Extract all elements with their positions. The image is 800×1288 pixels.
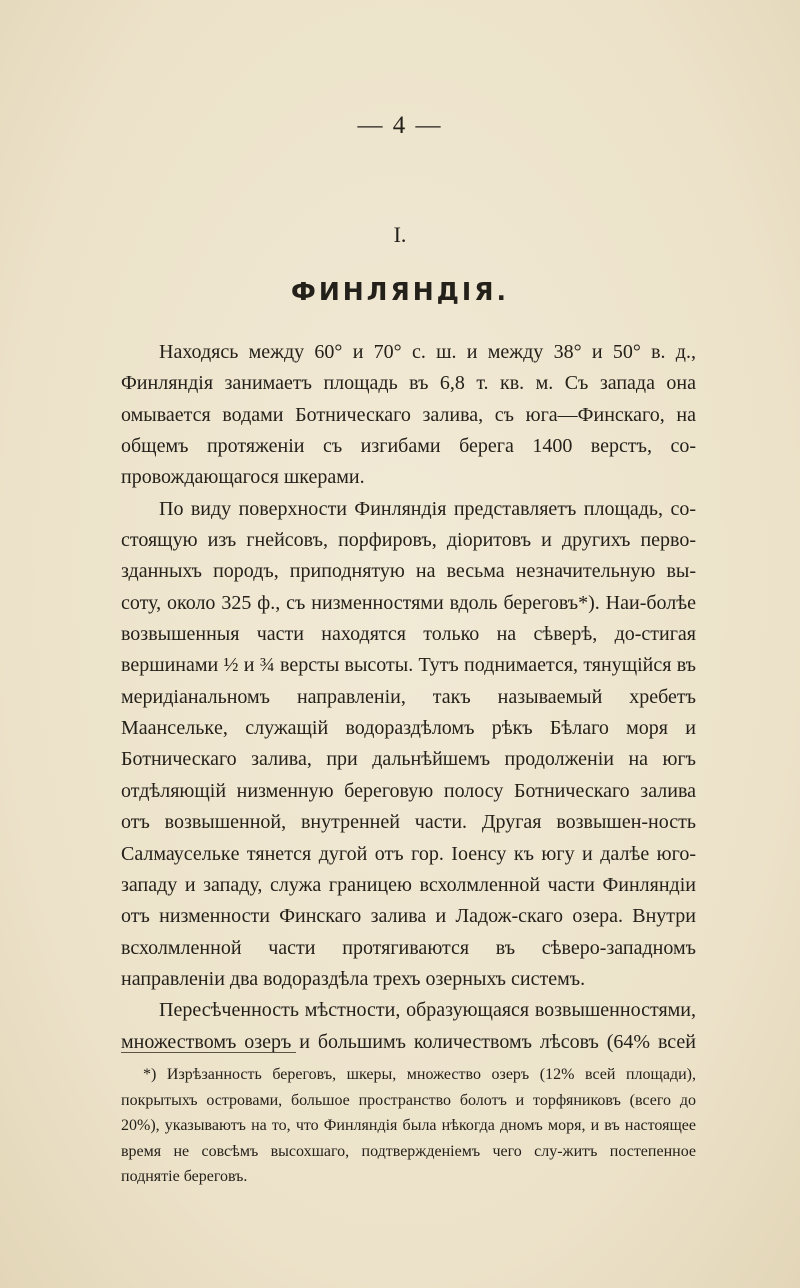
body-text [121,337,696,1058]
footnote: *) Изрѣзанность береговъ, шкеры, множество озеръ (12% всей площади), покрытыхъ островами, большое пространство болотъ и торфяниковъ (всего до 20%), указываютъ на то, что Финляндія была нѣкогда дномъ моря, и въ настоящее время не совсѣмъ высохшаго, подтвержденіемъ чего слу-житъ постепенное поднятіе береговъ. [121,1066,696,1185]
chapter-title: ФИНЛЯНДІЯ. [291,277,509,306]
section-number: I. [393,222,407,247]
paragraph-1: Находясь между 60° и 70° с. ш. и между 38° и 50° в. д., Финляндія занимаетъ площадь въ 6,8 т. кв. м. Съ запада она омывается водами Ботническаго залива, съ юга—Финскаго, на общемъ протяженіи съ изгибами берега 1400 верстъ, со-провождающагося шкерами. [121,341,696,489]
paragraph-2: По виду поверхности Финляндія представляетъ площадь, со-стоящую изъ гнейсовъ, порфировъ, діоритовъ и другихъ перво-зданныхъ породъ, приподнятую на весьма незначительную вы-соту, около 325 ф., съ низменностями вдоль береговъ*). Наи-болѣе возвышенныя части находятся только на сѣверѣ, до-стигая вершинами ½ и ¾ версты высоты. Тутъ поднимается, тянущійся въ меридіанальномъ направленіи, такъ называемый хребетъ Маанселькe, служащій водораздѣломъ рѣкъ Бѣлаго моря и Ботническаго залива, при дальнѣйшемъ продолженіи на югъ отдѣляющій низменную береговую полосу Ботническаго залива отъ возвышенной, внутренней части. Другая возвышен-ность Салмауселькe тянется дугой отъ гор. Іоенсу къ югу и далѣе юго-западу и западу, служа границею всхолмленной части Финляндіи отъ низменности Финскаго залива и Ладож-скаго озера. Внутри всхолмленной части протягиваются въ сѣверо-западномъ направленіи два водораздѣла трехъ озерныхъ системъ. [121,497,696,990]
page-number: — 4 — [357,112,443,139]
footnote-divider [121,1052,296,1053]
paragraph-3: Пересѣченность мѣстности, образующаяся возвышенностями, множествомъ озеръ и большимъ количествомъ лѣсовъ (64% всей [121,999,696,1053]
